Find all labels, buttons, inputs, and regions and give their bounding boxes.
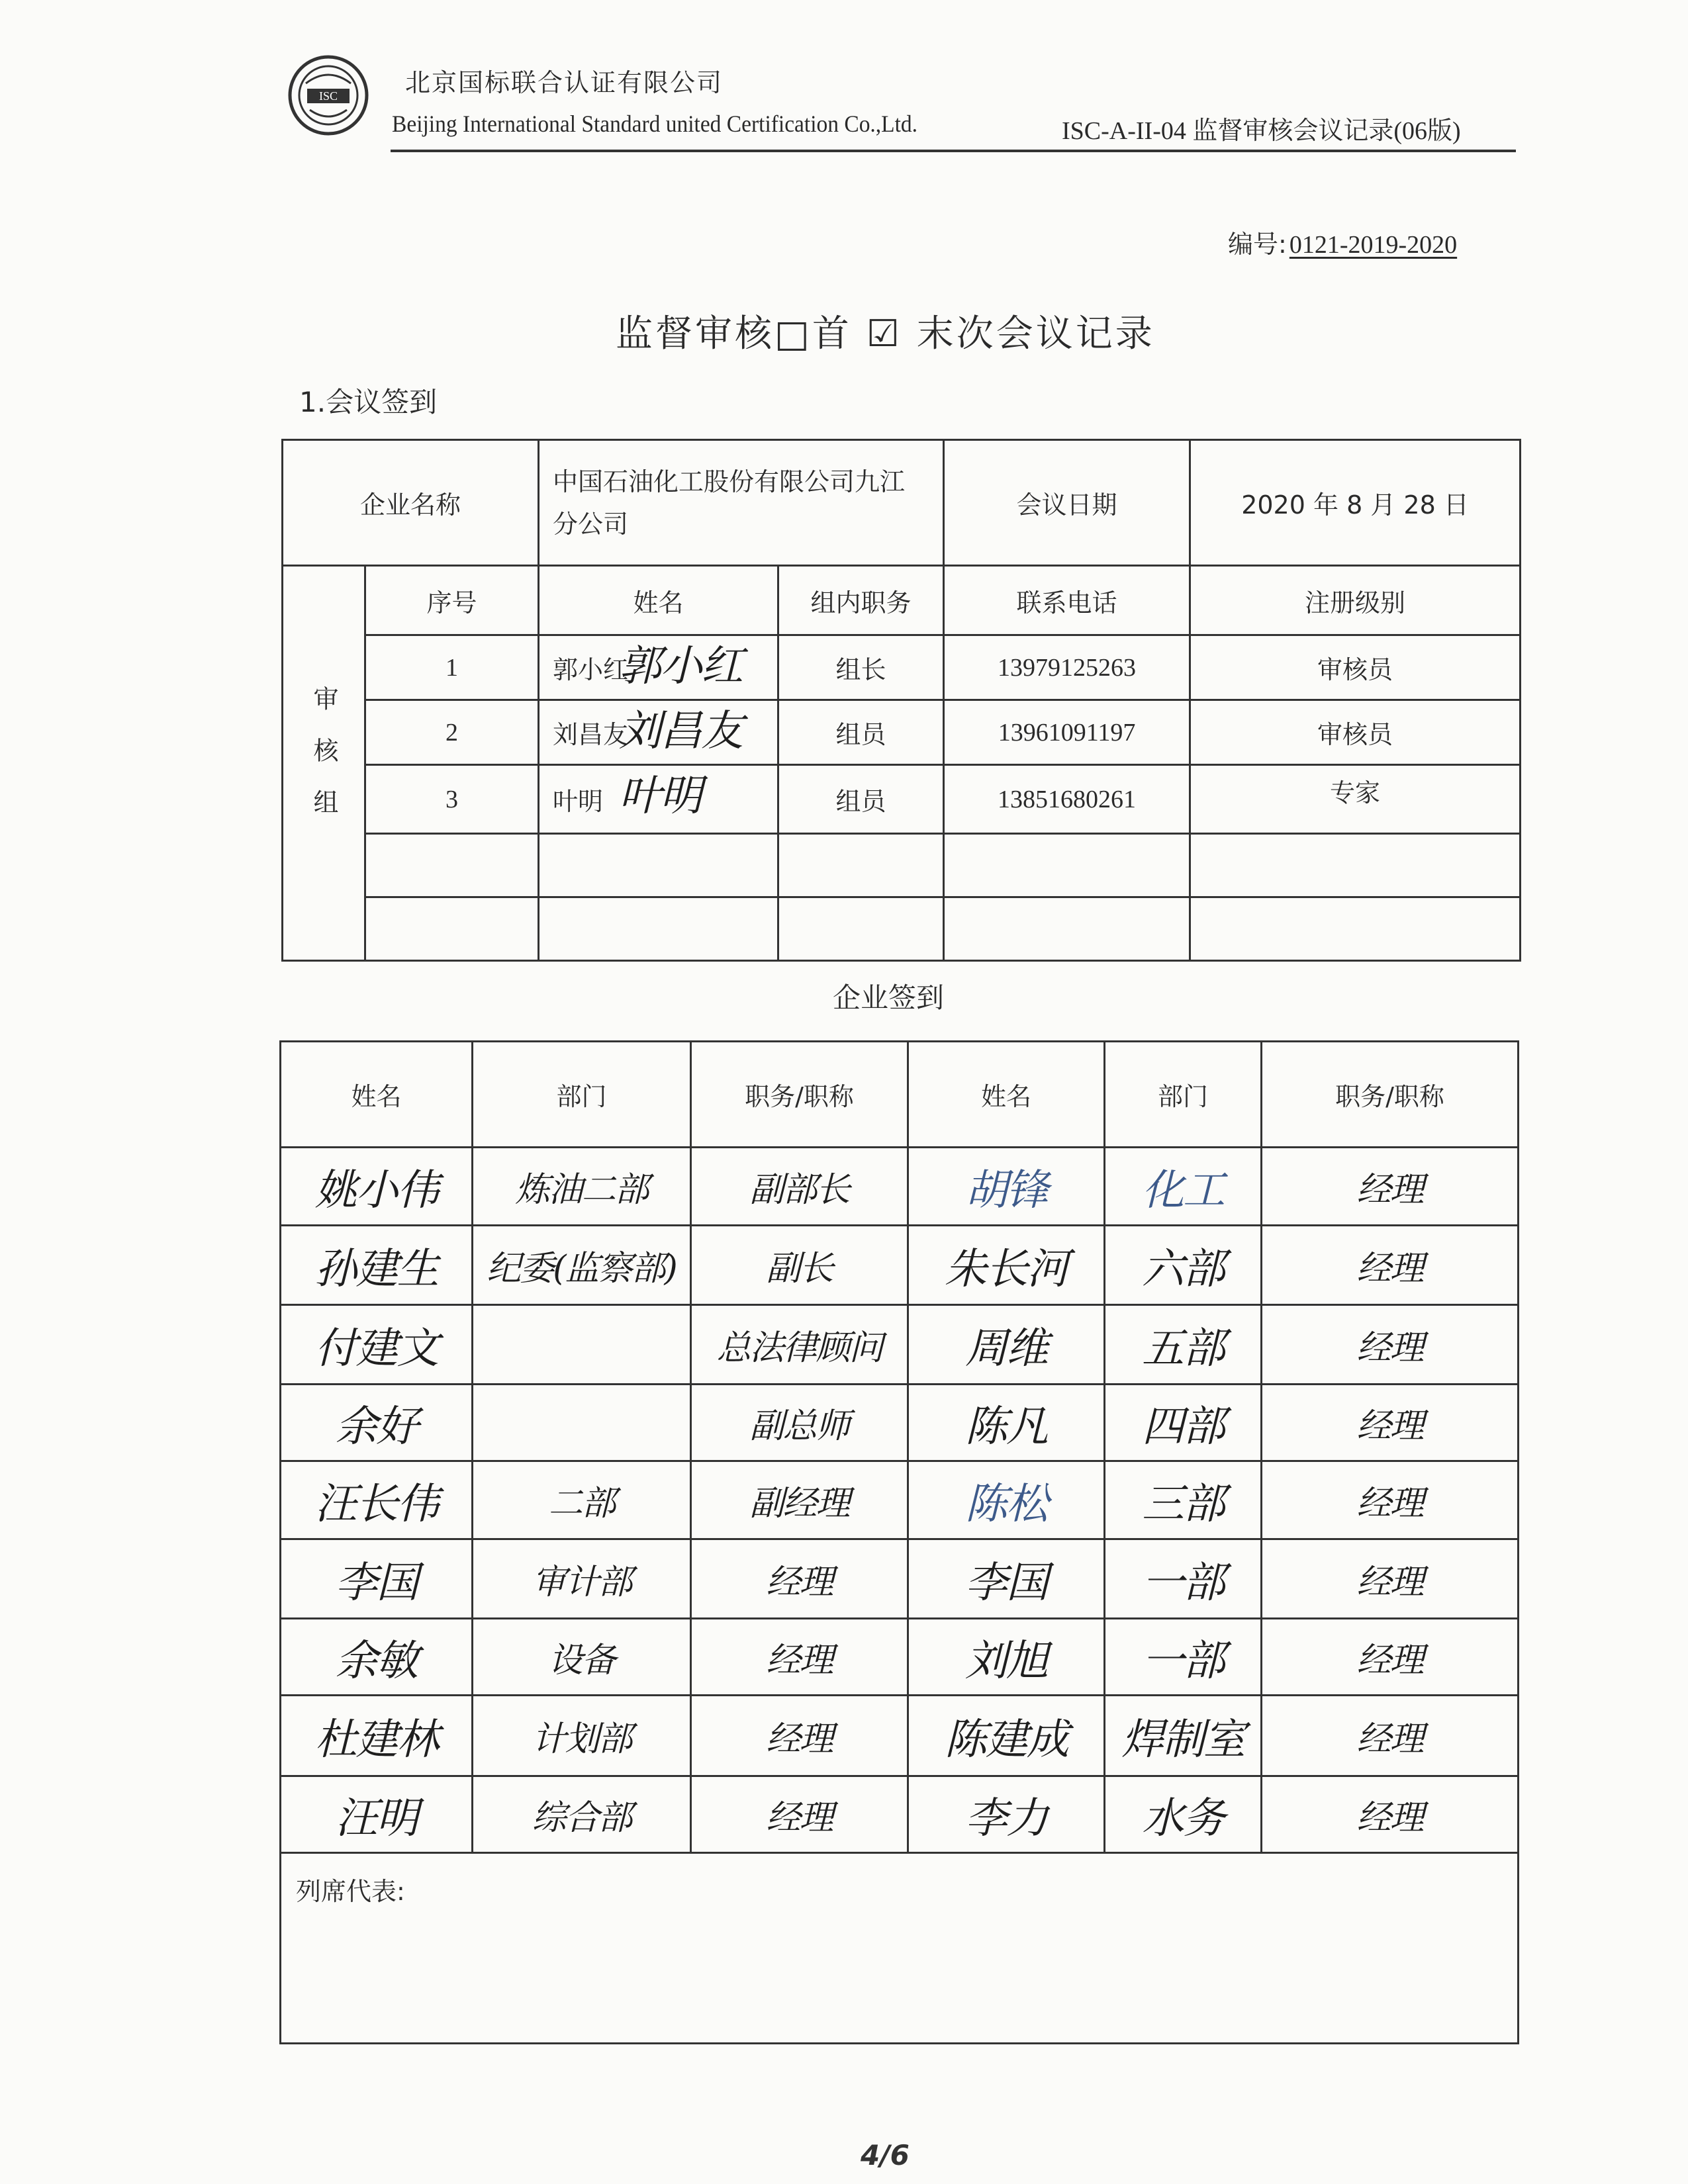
serial-number [1228,224,1457,260]
audit-row-role: 组员 [778,700,944,765]
signin-title-2 [1262,1226,1519,1305]
audit-row-name [539,635,778,700]
signin-dept-2 [1105,1696,1262,1776]
signin-name-2 [908,1226,1105,1305]
company-info-row [283,440,1521,566]
signin-dept [473,1539,691,1619]
document-title: 监督审核□首 ☑ 末次会议记录 [616,312,1155,355]
signin-title-2 [1262,1305,1519,1385]
page-number: 4/6 [861,2139,910,2171]
audit-header-row [283,566,1521,635]
handwritten-entry: 经理 [1356,1170,1423,1210]
handwritten-entry: 经理 [1356,1328,1423,1368]
signin-dept-2 [1105,1776,1262,1853]
company-name-en: Beijing International Standard united Certification Co.,Ltd. [392,111,918,137]
signin-title [691,1619,908,1696]
header-name-2: 姓名 [908,1042,1105,1148]
handwritten-entry: 纪委(监察部) [487,1249,677,1289]
signin-title-2 [1262,1385,1519,1461]
signin-dept [473,1776,691,1853]
handwritten-entry: 二部 [548,1484,615,1524]
company-name-cn: 北京国标联合认证有限公司 [405,68,724,97]
signin-dept-2 [1105,1619,1262,1696]
signin-name [281,1305,473,1385]
meeting-date-label: 会议日期 [944,440,1190,566]
handwritten-entry: 余好 [335,1402,418,1451]
section-meeting-signin: 1.会议签到 [299,386,438,418]
signin-dept [473,1148,691,1226]
signin-dept [473,1305,691,1385]
signin-title-2 [1262,1461,1519,1539]
signature: 叶明 [619,772,702,821]
handwritten-entry: 姚小伟 [314,1165,438,1215]
signin-row [281,1226,1519,1305]
handwritten-entry: 李力 [965,1794,1047,1843]
signin-title [691,1539,908,1619]
signin-name [281,1385,473,1461]
handwritten-entry: 孙建生 [314,1244,438,1294]
member-name: 刘昌友 [553,720,629,749]
header-level: 注册级别 [1190,566,1521,635]
signin-name-2 [908,1619,1105,1696]
handwritten-entry: 汪明 [335,1794,418,1843]
handwritten-entry: 经理 [1356,1798,1423,1838]
signin-name [281,1619,473,1696]
member-name: 叶明 [553,787,604,816]
company-name-label: 企业名称 [283,440,539,566]
signin-name [281,1461,473,1539]
handwritten-entry: 一部 [1142,1558,1224,1608]
signin-title-2 [1262,1539,1519,1619]
handwritten-entry: 一部 [1142,1636,1224,1686]
handwritten-entry: 陈建成 [945,1715,1068,1764]
representatives-label: 列席代表: [281,1853,1519,2044]
audit-row-level: 审核员 [1190,635,1521,700]
handwritten-entry: 陈凡 [965,1402,1047,1451]
handwritten-entry: 化工 [1142,1165,1224,1215]
signin-dept-2 [1105,1148,1262,1226]
audit-row-empty [283,834,1521,897]
signin-name [281,1539,473,1619]
signin-name [281,1148,473,1226]
handwritten-entry: 经理 [1356,1484,1423,1524]
meeting-date-value: 2020 年 8 月 28 日 [1190,440,1521,566]
handwritten-entry: 五部 [1142,1324,1224,1373]
handwritten-entry: 汪长伟 [314,1479,438,1529]
audit-row-no: 2 [365,700,539,765]
handwritten-entry: 周维 [965,1324,1047,1373]
handwritten-entry: 李国 [335,1558,418,1608]
form-code: ISC-A-II-04 监督审核会议记录(06版) [1062,117,1461,145]
signin-name [281,1226,473,1305]
header-dept: 部门 [473,1042,691,1148]
audit-row-name [539,765,778,834]
signin-title [691,1696,908,1776]
handwritten-entry: 四部 [1142,1402,1224,1451]
handwritten-entry: 经理 [766,1641,833,1680]
handwritten-entry: 胡锋 [965,1165,1047,1215]
handwritten-entry: 审计部 [532,1563,632,1602]
audit-row [283,700,1521,765]
signin-name-2 [908,1148,1105,1226]
handwritten-entry: 刘旭 [965,1636,1047,1686]
signin-dept-2 [1105,1305,1262,1385]
audit-row-level: 专家 [1190,765,1521,834]
svg-text:ISC: ISC [318,89,338,103]
handwritten-entry: 炼油二部 [515,1170,648,1210]
member-name: 郭小红 [553,655,629,684]
audit-row-phone: 13979125263 [944,635,1190,700]
audit-group-label: 审核组 [283,566,365,961]
header-rule [391,150,1516,152]
signin-row [281,1305,1519,1385]
audit-row-level: 审核员 [1190,700,1521,765]
signin-dept-2 [1105,1385,1262,1461]
handwritten-entry: 经理 [766,1719,833,1759]
signin-name-2 [908,1305,1105,1385]
signin-dept [473,1696,691,1776]
signin-dept [473,1619,691,1696]
signin-title [691,1305,908,1385]
signin-title [691,1461,908,1539]
handwritten-entry: 经理 [1356,1249,1423,1289]
handwritten-entry: 六部 [1142,1244,1224,1294]
signin-dept [473,1226,691,1305]
handwritten-entry: 三部 [1142,1479,1224,1529]
signin-dept-2 [1105,1461,1262,1539]
signin-title-2 [1262,1619,1519,1696]
signin-title [691,1226,908,1305]
audit-row [283,765,1521,834]
header-dept-2: 部门 [1105,1042,1262,1148]
handwritten-entry: 总法律顾问 [716,1328,882,1368]
audit-row-name [539,700,778,765]
header-name: 姓名 [281,1042,473,1148]
handwritten-entry: 经理 [1356,1641,1423,1680]
handwritten-entry: 朱长河 [945,1244,1068,1294]
signin-row [281,1385,1519,1461]
audit-row-phone: 13851680261 [944,765,1190,834]
handwritten-entry: 经理 [1356,1719,1423,1759]
handwritten-entry: 李国 [965,1558,1047,1608]
serial-label: 编号: [1228,230,1287,259]
header-no: 序号 [365,566,539,635]
signin-body [281,1148,1519,1853]
audit-row [283,635,1521,700]
header-role: 组内职务 [778,566,944,635]
audit-row-no: 3 [365,765,539,834]
header-title: 职务/职称 [691,1042,908,1148]
audit-row-phone: 13961091197 [944,700,1190,765]
isc-logo [286,53,371,138]
header-phone: 联系电话 [944,566,1190,635]
handwritten-entry: 设备 [548,1641,615,1680]
signature: 刘昌友 [619,707,743,756]
handwritten-entry: 焊制室 [1121,1715,1244,1764]
handwritten-entry: 副部长 [749,1170,849,1210]
section-company-signin: 企业签到 [833,981,945,1014]
audit-row-role: 组员 [778,765,944,834]
serial-value: 0121-2019-2020 [1289,231,1458,259]
signin-title-2 [1262,1696,1519,1776]
signature: 郭小红 [619,642,743,691]
audit-row-empty [283,897,1521,961]
handwritten-entry: 余敏 [335,1636,418,1686]
handwritten-entry: 水务 [1142,1794,1224,1843]
audit-row-role: 组长 [778,635,944,700]
signin-row [281,1776,1519,1853]
representatives-row [281,1853,1519,2044]
signin-name [281,1696,473,1776]
handwritten-entry: 付建文 [314,1324,438,1373]
signin-title-2 [1262,1148,1519,1226]
signin-header-row [281,1042,1519,1148]
signin-title [691,1776,908,1853]
signin-row [281,1619,1519,1696]
signin-name-2 [908,1461,1105,1539]
signin-dept-2 [1105,1539,1262,1619]
company-signin-table [279,1040,1519,2044]
handwritten-entry: 副总师 [749,1406,849,1446]
signin-title [691,1148,908,1226]
signin-name-2 [908,1696,1105,1776]
signin-row [281,1539,1519,1619]
handwritten-entry: 经理 [1356,1563,1423,1602]
signin-dept [473,1385,691,1461]
signin-dept-2 [1105,1226,1262,1305]
signin-row [281,1461,1519,1539]
handwritten-entry: 经理 [766,1798,833,1838]
header-name: 姓名 [539,566,778,635]
signin-name-2 [908,1385,1105,1461]
signin-name-2 [908,1776,1105,1853]
handwritten-entry: 副经理 [749,1484,849,1524]
company-name-value: 中国石油化工股份有限公司九江分公司 [539,440,944,566]
handwritten-entry: 经理 [1356,1406,1423,1446]
handwritten-entry: 综合部 [532,1798,632,1838]
audit-row-no: 1 [365,635,539,700]
audit-team-table [281,439,1521,962]
signin-row [281,1696,1519,1776]
handwritten-entry: 副长 [766,1249,833,1289]
signin-name-2 [908,1539,1105,1619]
signin-name [281,1776,473,1853]
signin-row [281,1148,1519,1226]
signin-title-2 [1262,1776,1519,1853]
handwritten-entry: 杜建林 [314,1715,438,1764]
handwritten-entry: 陈松 [965,1479,1047,1529]
handwritten-entry: 经理 [766,1563,833,1602]
signin-title [691,1385,908,1461]
signin-dept [473,1461,691,1539]
header-title-2: 职务/职称 [1262,1042,1519,1148]
handwritten-entry: 计划部 [532,1719,632,1759]
